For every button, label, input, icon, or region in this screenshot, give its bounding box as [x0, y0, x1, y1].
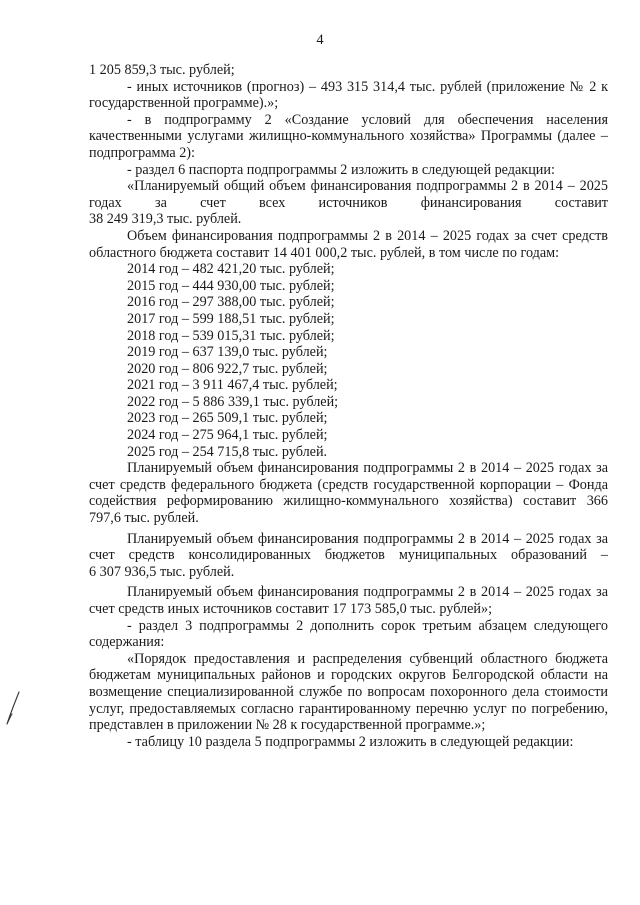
list-item: 2014 год – 482 421,20 тыс. рублей;	[127, 261, 335, 278]
paragraph-funding-end: 1 205 859,3 тыс. рублей;	[89, 62, 235, 78]
paragraph-section-3: - раздел 3 подпрограммы 2 дополнить сорок третьим абзацем следующего содержания:	[89, 617, 608, 651]
document-body	[89, 62, 608, 750]
paragraph-federal-budget: Планируемый объем финансирования подпрограммы 2 в 2014 – 2025 годах за счет средств федерального бюджета (средств государственной корпорации – Фонда содействия реформированию жилищно-коммунального хозяйства) составит 366 797,6 тыс. рублей.	[89, 460, 608, 527]
paragraph-other-sources-funding: Планируемый объем финансирования подпрограммы 2 в 2014 – 2025 годах за счет средств иных источников составит 17 173 585,0 тыс. рублей»;	[89, 584, 608, 617]
paragraph-total-funding: «Планируемый общий объем финансирования подпрограммы 2 в 2014 – 2025 годах за счет всех источников финансирования составит	[89, 178, 608, 211]
paragraph-municipal-budget: Планируемый объем финансирования подпрограммы 2 в 2014 – 2025 годах за счет средств консолидированных бюджетов муниципальных образований –	[89, 530, 608, 564]
list-item: 2024 год – 275 964,1 тыс. рублей;	[127, 427, 328, 444]
paragraph-regional-budget: Объем финансирования подпрограммы 2 в 2014 – 2025 годах за счет средств областного бюджета составит 14 401 000,2 тыс. рублей, в том числе по годам:	[89, 227, 608, 261]
list-item: 2021 год – 3 911 467,4 тыс. рублей;	[127, 377, 338, 394]
list-item: 2022 год – 5 886 339,1 тыс. рублей;	[127, 393, 339, 410]
page-number: 4	[316, 32, 324, 48]
list-item: 2017 год – 599 188,51 тыс. рублей;	[127, 310, 335, 327]
list-item: 2019 год – 637 139,0 тыс. рублей;	[127, 344, 328, 361]
funding-by-year-list	[89, 261, 608, 460]
paragraph-total-funding-amount: 38 249 319,3 тыс. рублей.	[89, 211, 242, 228]
list-item: 2023 год – 265 509,1 тыс. рублей;	[127, 410, 328, 427]
paragraph-other-sources: - иных источников (прогноз) – 493 315 314,4 тыс. рублей (приложение № 2 к государственной программе).»;	[89, 78, 608, 112]
list-item: 2025 год – 254 715,8 тыс. рублей.	[127, 443, 328, 460]
list-item: 2020 год – 806 922,7 тыс. рублей;	[127, 360, 328, 377]
list-item: 2018 год – 539 015,31 тыс. рублей;	[127, 327, 335, 344]
paragraph-table-10: - таблицу 10 раздела 5 подпрограммы 2 изложить в следующей редакции:	[127, 733, 574, 750]
paragraph-subprogram-2: - в подпрограмму 2 «Создание условий для обеспечения населения качественными услугами жилищно-коммунального хозяйства» Программы (далее – подпрограмма 2):	[89, 111, 608, 161]
paragraph-subventions-procedure: «Порядок предоставления и распределения субвенций областного бюджета бюджетам муниципальных районов и городских округов Белгородской области на возмещение специализированной службе по вопросам похоронного дела стоимости услуг, предоставляемых согласно гарантированному перечню услуг по погребению, представлен в приложении № 28 к государственной программе.»;	[89, 650, 608, 734]
list-item: 2016 год – 297 388,00 тыс. рублей;	[127, 294, 335, 311]
paragraph-municipal-budget-amount: 6 307 936,5 тыс. рублей.	[89, 563, 235, 580]
margin-pen-mark	[4, 690, 24, 726]
paragraph-section-6: - раздел 6 паспорта подпрограммы 2 изложить в следующей редакции:	[127, 161, 555, 178]
list-item: 2015 год – 444 930,00 тыс. рублей;	[127, 277, 335, 294]
